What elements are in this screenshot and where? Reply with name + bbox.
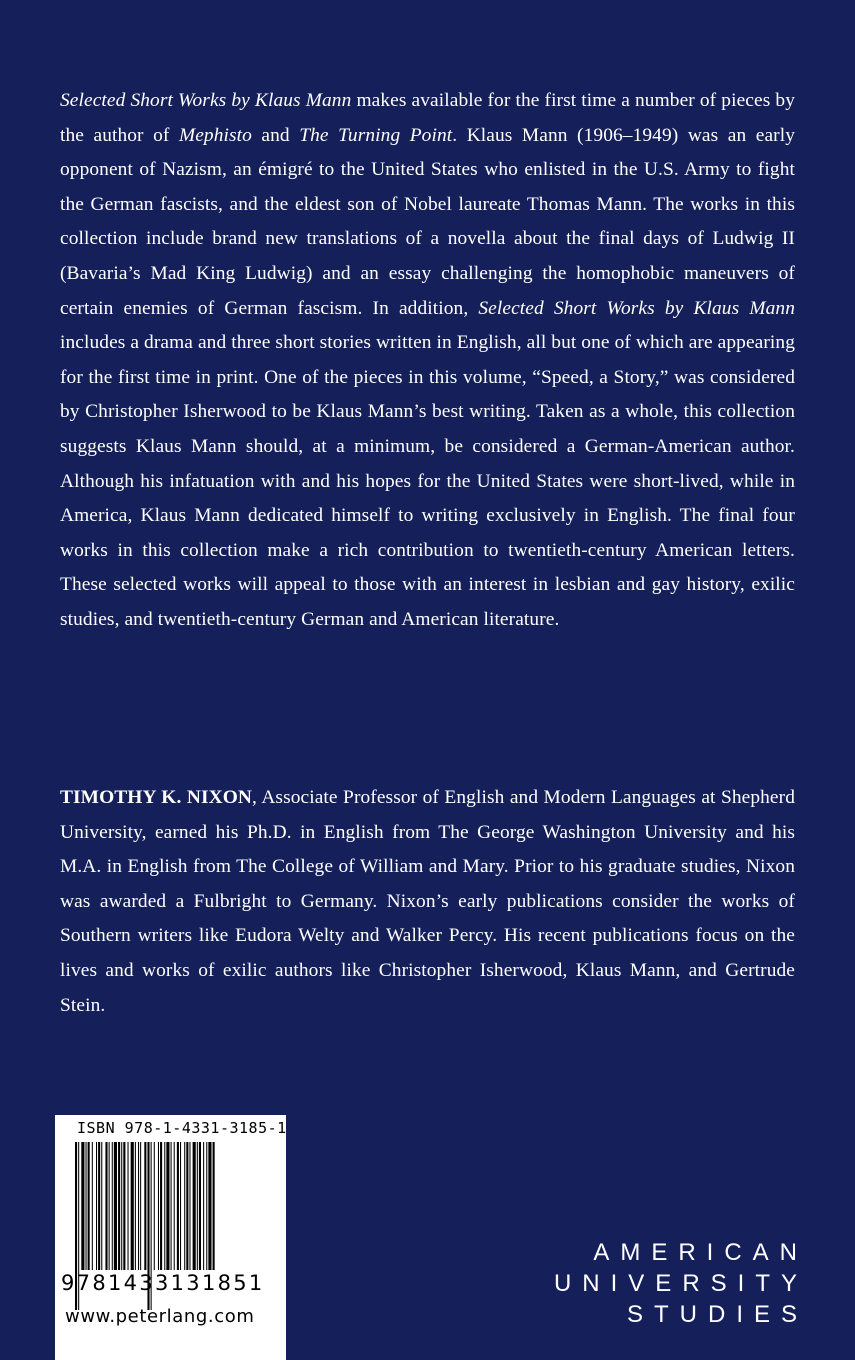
book-title-turning-point: The Turning Point — [299, 124, 453, 146]
publisher-website: www.peterlang.com — [65, 1306, 255, 1327]
description-text: and — [251, 124, 300, 146]
series-line-1: AMERICAN — [593, 1239, 808, 1266]
isbn-label: ISBN 978-1-4331-3185-1 — [77, 1119, 287, 1137]
barcode-panel — [55, 1115, 286, 1360]
barcode-digits: 9781433131851 — [61, 1271, 265, 1295]
description-text: includes a drama and three short stories written in English, all but one of which are appearing for the first time in print. One of the pieces in this volume, “Speed, a Story,” was considered by Christopher Isherwood to be Klaus Mann’s best writing. Taken as a whole, this collection suggests Klaus Mann should, at a minimum, be considered a German-American author. Although his infatuation with and his hopes for the United States were short-lived, while in America, Klaus Mann dedicated himself to writing exclusively in English. The final four works in this collection make a rich contribution to twentieth-century American letters. These selected works will appeal to those with an interest in lesbian and gay history, exilic studies, and twentieth-century German and American literature. — [60, 332, 795, 630]
book-title: Selected Short Works by Klaus Mann — [60, 90, 352, 111]
series-name — [553, 1237, 808, 1330]
bio-text: , Associate Professor of English and Modern Languages at Shepherd University, earned his Ph.D. in English from The George Washington University and his M.A. in English from The College of William and Mary. Prior to his graduate studies, Nixon was awarded a Fulbright to Germany. Nixon’s early publications consider the works of Southern writers like Eudora Welty and Walker Percy. His recent publications focus on the lives and works of exilic authors like Christopher Isherwood, Klaus Mann, and Gertrude Stein. — [60, 787, 795, 1016]
book-title: Selected Short Works by Klaus Mann — [478, 297, 795, 319]
description-text: makes available for the first time a number of pieces by the author of — [60, 90, 796, 146]
book-description — [60, 84, 795, 638]
description-text: . Klaus Mann (1906–1949) was an early opponent of Nazism, an émigré to the United States who enlisted in the U.S. Army to fight the German fascists, and the eldest son of Nobel laureate Thomas Mann. The works in this collection include brand new translations of a novella about the final days of Ludwig II (Bavaria’s Mad King Ludwig) and an essay challenging the homophobic maneuvers of certain enemies of German fascism. In addition, — [60, 124, 796, 319]
author-bio — [60, 781, 795, 1023]
series-line-2: UNIVERSITY — [553, 1270, 808, 1297]
series-line-3: STUDIES — [626, 1301, 808, 1328]
book-title-mephisto: Mephisto — [178, 124, 252, 146]
author-name: TIMOTHY K. NIXON — [60, 787, 253, 808]
